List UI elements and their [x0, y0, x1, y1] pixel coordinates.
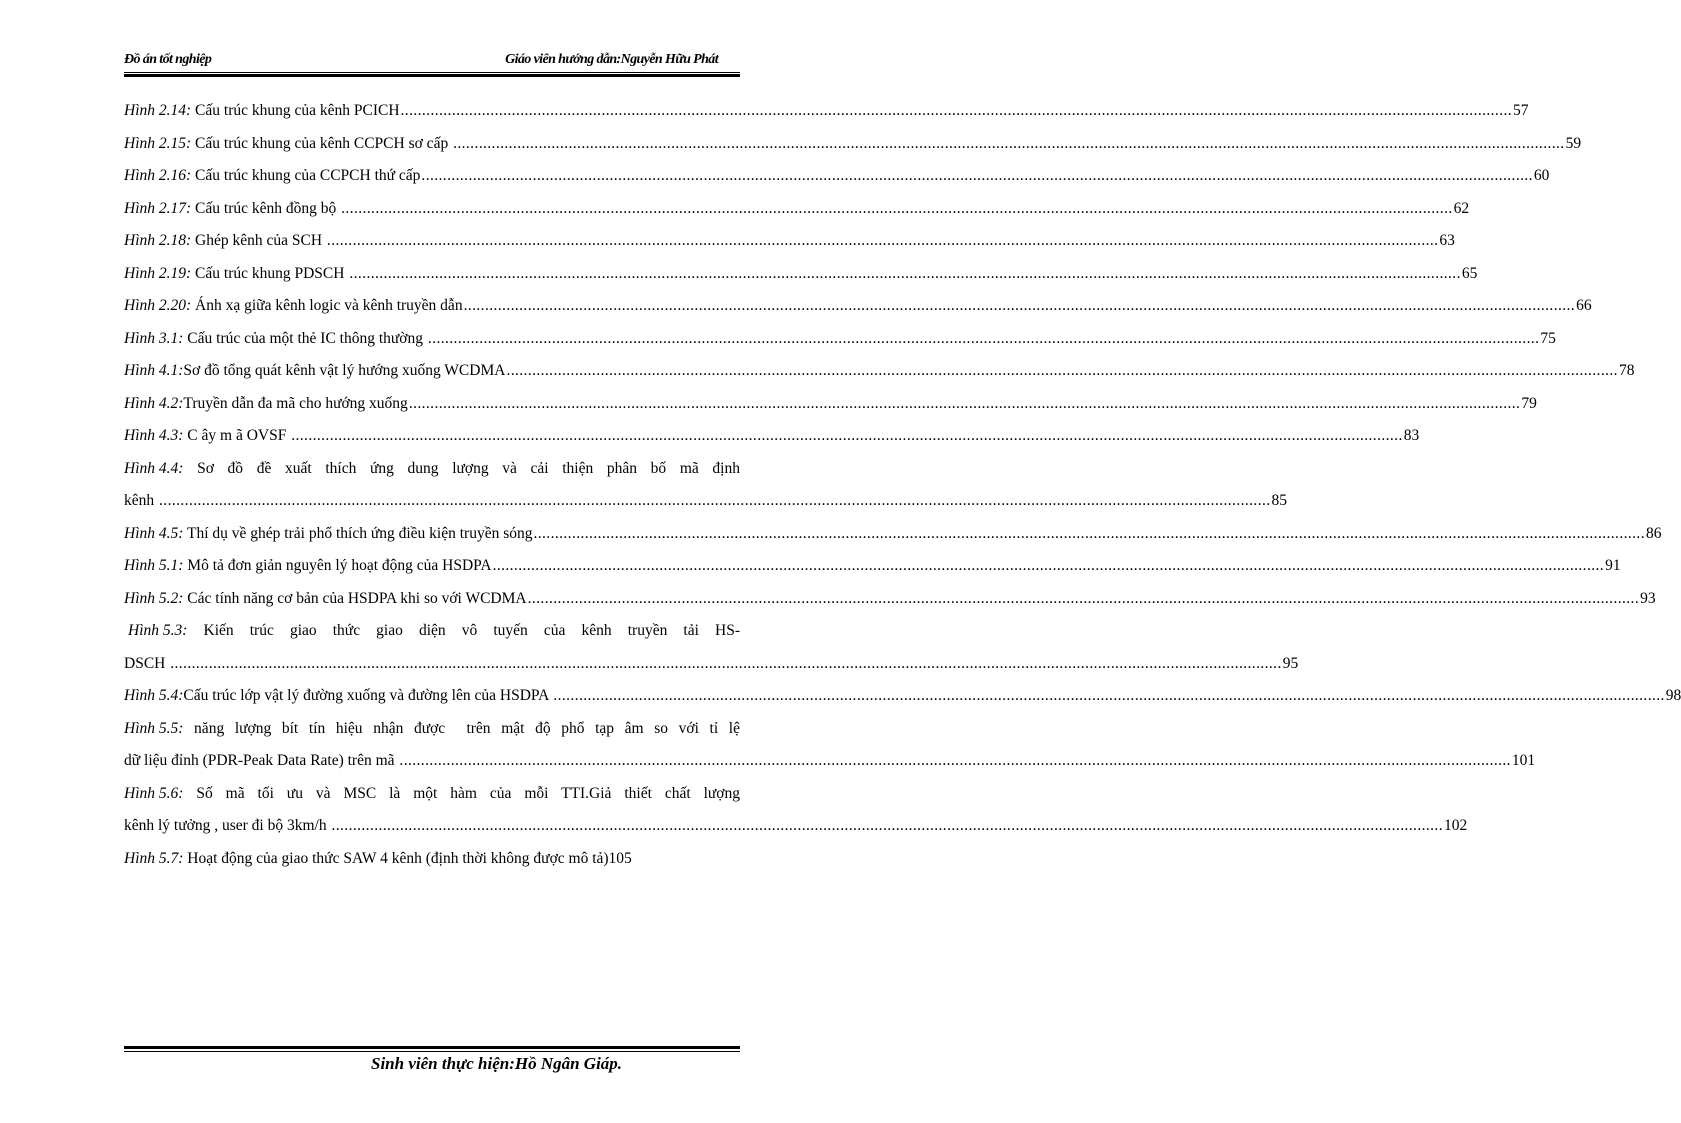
- toc-entry-line: [124, 193, 1470, 226]
- toc-entry-line: [124, 160, 1550, 193]
- page-number: 62: [1453, 199, 1470, 217]
- footer-rule-thin: [124, 1051, 740, 1052]
- toc-entry: [124, 160, 1550, 193]
- page-number: 98: [1665, 687, 1681, 704]
- figure-number: Hình 5.1:: [124, 557, 184, 574]
- figure-caption: Số mã tối ưu và MSC là một hàm của mỗi TTI.Giả thiết chất lượng: [183, 784, 740, 802]
- page-number: 78: [1618, 362, 1635, 379]
- figure-number: Hình 4.4:: [124, 459, 184, 477]
- dot-leader: ....................................................................................................................................................................................................................................................................: [326, 232, 1439, 249]
- toc-entry-line: [124, 290, 1592, 323]
- page-number: 65: [1461, 264, 1478, 282]
- dot-leader: ....................................................................................................................................................................................................................................................................: [506, 362, 1618, 379]
- header-title: Đồ án tốt nghiệp: [124, 52, 212, 67]
- figure-number: Hình 3.1:: [124, 329, 184, 347]
- toc-entry-line: [124, 388, 1537, 421]
- figure-caption: Cấu trúc của một thẻ IC thông thường: [183, 329, 427, 347]
- dot-leader: ....................................................................................................................................................................................................................................................................: [463, 297, 1576, 314]
- toc-entry-line: [124, 323, 1556, 356]
- toc-entry: [124, 355, 1635, 388]
- figure-caption: Cấu trúc khung của CCPCH thứ cấp: [191, 167, 421, 184]
- toc-entry-line: [124, 258, 1478, 291]
- footer-author: Sinh viên thực hiện:Hồ Ngân Giáp.: [371, 1054, 623, 1073]
- figure-caption: Mô tả đơn giản nguyên lý hoạt động của HSDPA: [183, 557, 492, 574]
- page-number: 95: [1282, 654, 1299, 672]
- figure-number: Hình 4.1:: [124, 362, 184, 379]
- toc-entry: [124, 713, 1536, 778]
- figure-caption: năng lượng bít tín hiệu nhận được trên mật độ phổ tạp âm so với tỉ lệ: [183, 719, 740, 737]
- figure-caption: Sơ đồ đề xuất thích ứng dung lượng và cải thiện phân bố mã định: [183, 459, 740, 477]
- figure-number: Hình 4.5:: [124, 524, 184, 542]
- dot-leader: ....................................................................................................................................................................................................................................................................: [492, 557, 1605, 574]
- figure-number: Hình 5.4:: [124, 687, 184, 704]
- figure-caption: Truyền dẫn đa mã cho hướng xuống: [183, 394, 408, 412]
- toc-entry: [124, 290, 1592, 323]
- toc-entry: [124, 680, 1681, 713]
- toc-entry: [124, 225, 1455, 258]
- toc-entry-line: [124, 453, 742, 486]
- figure-caption: Cấu trúc khung của kênh PCICH: [191, 102, 400, 119]
- page-number: 102: [1443, 817, 1468, 834]
- figure-number: Hình 5.2:: [124, 589, 184, 607]
- figure-number: Hình 2.17:: [124, 199, 192, 217]
- toc-entry-line: [124, 745, 1536, 778]
- dot-leader: ....................................................................................................................................................................................................................................................................: [408, 394, 1521, 412]
- page-number: 83: [1403, 427, 1420, 444]
- dot-leader: ....................................................................................................................................................................................................................................................................: [331, 817, 1443, 834]
- figure-number: Hình 2.19:: [124, 264, 192, 282]
- page-number: 85: [1271, 492, 1288, 509]
- page-number: 59: [1565, 134, 1582, 152]
- toc-entry-line: [124, 355, 1635, 388]
- figure-caption-continued: kênh: [124, 492, 159, 509]
- figure-caption-continued: dữ liệu đỉnh (PDR-Peak Data Rate) trên mã: [124, 752, 399, 769]
- toc-entry-line: [124, 485, 1288, 518]
- dot-leader: ....................................................................................................................................................................................................................................................................: [349, 264, 1461, 282]
- figure-number: Hình 2.18:: [124, 232, 192, 249]
- figure-number: Hình 5.6:: [124, 784, 184, 802]
- figure-caption: Cấu trúc lớp vật lý đường xuống và đường lên của HSDPA: [183, 687, 553, 704]
- toc-entry-line: [124, 95, 1529, 128]
- figure-number: Hình 5.7:: [124, 849, 184, 867]
- dot-leader: ....................................................................................................................................................................................................................................................................: [427, 329, 1540, 347]
- header-rule-thick: [124, 74, 740, 77]
- page-number: 66: [1576, 297, 1592, 314]
- toc-entry-line: [124, 713, 742, 746]
- header-rule-thin: [124, 72, 740, 73]
- page-number: 75: [1540, 329, 1556, 347]
- figure-caption: Ghép kênh của SCH: [191, 232, 326, 249]
- figure-number: Hình 2.14:: [124, 102, 192, 119]
- dot-leader: ....................................................................................................................................................................................................................................................................: [527, 589, 1640, 607]
- page-number: 60: [1533, 167, 1550, 184]
- toc-entry-line: [124, 420, 1420, 453]
- figure-caption: Cấu trúc kênh đồng bộ: [191, 199, 341, 217]
- toc-entry: [124, 583, 1656, 616]
- dot-leader: ....................................................................................................................................................................................................................................................................: [159, 492, 1271, 509]
- page-number: 63: [1439, 232, 1455, 249]
- toc-entry: [124, 615, 1299, 680]
- figure-number: Hình 4.2:: [124, 394, 184, 412]
- page-number: 93: [1640, 589, 1656, 607]
- figure-number: Hình 5.5:: [124, 719, 184, 737]
- page-header: [124, 50, 740, 74]
- toc-entry-line: [124, 518, 1662, 551]
- dot-leader: ....................................................................................................................................................................................................................................................................: [341, 199, 1453, 217]
- toc-entry: [124, 258, 1478, 291]
- toc-entry-line: [124, 843, 742, 876]
- page-number: 79: [1521, 394, 1537, 412]
- page-number: 57: [1513, 102, 1529, 119]
- figure-number: Hình 2.20:: [124, 297, 192, 314]
- figure-caption-continued: DSCH: [124, 654, 170, 672]
- figure-caption-continued: kênh lý tưởng , user đi bộ 3km/h: [124, 817, 331, 834]
- figure-caption: Cấu trúc khung của kênh CCPCH sơ cấp: [191, 134, 453, 152]
- toc-entry-line: [124, 810, 1468, 843]
- toc-entry-line: [124, 583, 1656, 616]
- dot-leader: ....................................................................................................................................................................................................................................................................: [291, 427, 1403, 444]
- figure-caption: C ây m ã OVSF: [183, 427, 291, 444]
- toc-entry-line: [124, 128, 1582, 161]
- toc-entry: [124, 95, 1529, 128]
- dot-leader: ....................................................................................................................................................................................................................................................................: [553, 687, 1665, 704]
- toc-entry: [124, 323, 1556, 356]
- figure-caption: Cấu trúc khung PDSCH: [191, 264, 349, 282]
- figure-number: Hình 2.16:: [124, 167, 192, 184]
- dot-leader: ....................................................................................................................................................................................................................................................................: [400, 102, 1513, 119]
- toc-entry-line: [124, 615, 742, 648]
- toc-entry-line: [124, 680, 1681, 713]
- page-number: 91: [1605, 557, 1621, 574]
- toc-entry: [124, 193, 1470, 226]
- dot-leader: ....................................................................................................................................................................................................................................................................: [170, 654, 1282, 672]
- toc-entry: [124, 420, 1420, 453]
- figure-caption: Ánh xạ giữa kênh logic và kênh truyền dẫn: [191, 297, 463, 314]
- toc-entry: [124, 128, 1582, 161]
- figure-number: Hình 2.15:: [124, 134, 192, 152]
- footer-rule-thick: [124, 1046, 740, 1049]
- figure-caption: Các tính năng cơ bản của HSDPA khi so với WCDMA: [183, 589, 527, 607]
- toc-entry-line: [124, 550, 1621, 583]
- page-number: 86: [1645, 524, 1662, 542]
- toc-entry: [124, 518, 1662, 551]
- toc-entry-line: [124, 778, 742, 811]
- page-number: 105: [608, 849, 632, 867]
- figure-number: Hình 4.3:: [124, 427, 184, 444]
- header-advisor: Giáo viên hướng dẫn:Nguyễn Hữu Phát: [505, 52, 718, 67]
- toc-entry-line: [124, 225, 1455, 258]
- page-number: 101: [1511, 752, 1536, 769]
- toc-entry: [124, 778, 1468, 843]
- toc-entry: [124, 843, 742, 876]
- dot-leader: ....................................................................................................................................................................................................................................................................: [453, 134, 1565, 152]
- dot-leader: ....................................................................................................................................................................................................................................................................: [399, 752, 1511, 769]
- toc-entry-line: [124, 648, 1299, 681]
- toc-entry: [124, 453, 1288, 518]
- toc-entry: [124, 550, 1621, 583]
- figure-caption: Kiến trúc giao thức giao diện vô tuyến của kênh truyền tải HS-: [187, 622, 740, 639]
- figure-number: Hình 5.3:: [128, 622, 188, 639]
- figure-caption: Sơ đồ tổng quát kênh vật lý hướng xuống WCDMA: [183, 362, 506, 379]
- figure-caption: Thí dụ về ghép trải phổ thích ứng điều kiện truyền sóng: [183, 524, 533, 542]
- figure-caption: Hoạt động của giao thức SAW 4 kênh (định thời không được mô tả): [183, 849, 609, 867]
- dot-leader: ....................................................................................................................................................................................................................................................................: [421, 167, 1533, 184]
- dot-leader: ....................................................................................................................................................................................................................................................................: [533, 524, 1645, 542]
- toc-entry: [124, 388, 1537, 421]
- figure-list: [124, 95, 1681, 875]
